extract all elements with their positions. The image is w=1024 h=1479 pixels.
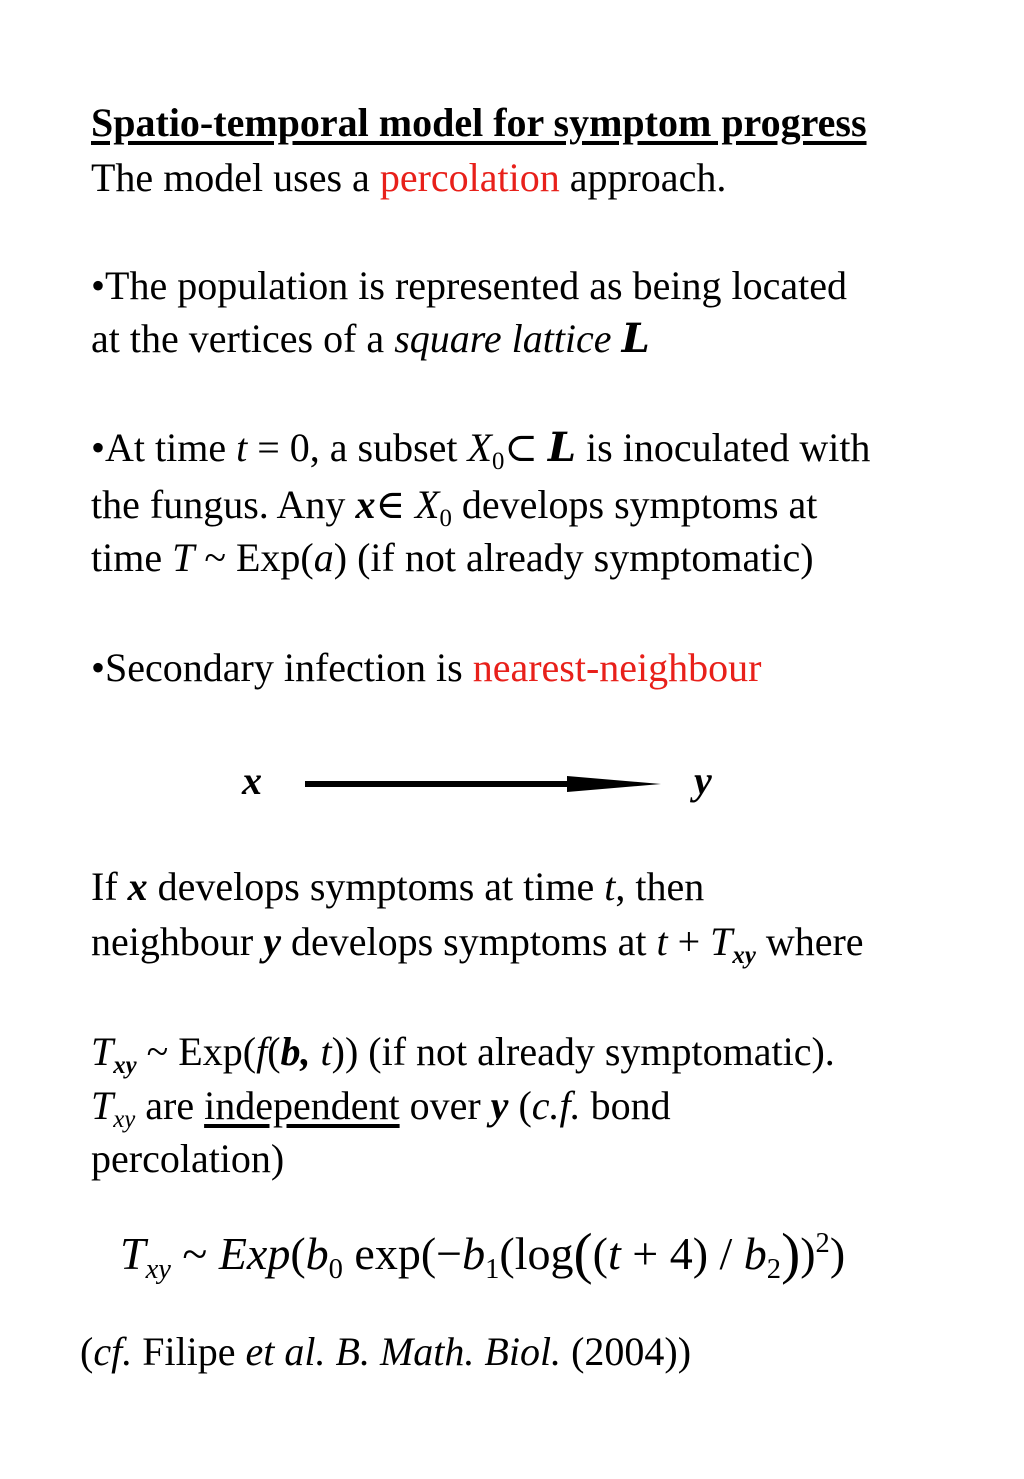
para1-text-a: If	[91, 864, 128, 909]
formula-close-paren: )	[800, 1228, 816, 1279]
bullet2-l2-text-a: the fungus. Any	[91, 482, 356, 527]
para1-l2-text-d: where	[755, 919, 864, 964]
formula-t: t	[607, 1228, 621, 1279]
var-T: T	[172, 535, 195, 580]
formula-b2: b	[743, 1228, 767, 1279]
bullet1-square-lattice: square lattice	[394, 316, 612, 361]
bullet2-text-b: = 0, a subset	[247, 425, 468, 470]
formula-sub-1: 1	[485, 1254, 500, 1286]
var-b-bold: b	[280, 1029, 301, 1074]
cf-italic: c.f.	[531, 1083, 581, 1128]
formula-T: T	[120, 1228, 146, 1279]
arrow-right-icon	[305, 770, 665, 798]
para1-line2	[91, 918, 864, 969]
bullet2-line1	[91, 424, 871, 475]
para2-l2-text-a: are	[135, 1083, 205, 1128]
citation-year: (2004))	[561, 1329, 692, 1374]
independent-word: independent	[204, 1083, 400, 1128]
var-f: f	[256, 1029, 268, 1074]
sub-xy-3: xy	[113, 1105, 136, 1133]
formula-sub-2: 2	[766, 1254, 782, 1286]
formula-big-paren-open: (	[573, 1222, 593, 1286]
element-of-symbol: ∈	[375, 482, 416, 527]
bullet2-l3-text-c: ) (if not already symptomatic)	[333, 535, 814, 580]
var-a: a	[313, 535, 334, 580]
citation	[80, 1328, 691, 1376]
intro-line	[91, 154, 726, 202]
formula-sub-0: 0	[328, 1254, 343, 1286]
para1-text-c: , then	[615, 864, 705, 909]
formula-tilde: ~	[170, 1228, 219, 1279]
var-X: X	[467, 425, 492, 470]
formula-plus4: + 4) /	[620, 1228, 744, 1279]
citation-journal: et al. B. Math. Biol.	[245, 1329, 562, 1374]
bullet2-l2-text-b: develops symptoms at	[451, 482, 818, 527]
var-x-bold-2: x	[127, 864, 148, 909]
para2-line2	[91, 1082, 671, 1133]
bullet3-line	[91, 644, 761, 692]
arrow-to-label: y	[694, 758, 712, 803]
bullet1-line2-text: at the vertices of a	[91, 316, 395, 361]
para2-l2-text-d: bond	[580, 1083, 671, 1128]
para2-line1	[91, 1028, 835, 1079]
intro-highlight: percolation	[379, 155, 560, 200]
var-t: t	[236, 425, 248, 470]
var-x-bold: x	[355, 482, 376, 527]
para1-l2-text-b: develops symptoms at	[280, 919, 657, 964]
var-T-2: T	[710, 919, 733, 964]
var-t-2: t	[604, 864, 616, 909]
slide-title: Spatio-temporal model for symptom progress	[91, 100, 867, 145]
formula	[120, 1222, 846, 1286]
lattice-symbol: L	[621, 315, 650, 362]
formula-b1: b	[462, 1228, 486, 1279]
arrow-from-label: x	[242, 758, 262, 803]
formula-square: 2	[815, 1227, 830, 1259]
citation-name: Filipe	[132, 1329, 246, 1374]
bullet2-l3-text-b: ~ Exp(	[194, 535, 314, 580]
var-y-bold: y	[263, 919, 281, 964]
sub-0: 0	[491, 447, 505, 475]
var-t-3: t	[656, 919, 668, 964]
var-T-3: T	[91, 1029, 114, 1074]
bullet2-l3-text-a: time	[91, 535, 173, 580]
para1-l2-text-a: neighbour	[91, 919, 264, 964]
bullet2-line3	[91, 534, 814, 582]
formula-exp: exp(−	[342, 1228, 463, 1279]
bullet3-highlight: nearest-neighbour	[472, 645, 762, 690]
bullet3-text: •Secondary infection is	[91, 645, 473, 690]
lattice-symbol-2: L	[547, 424, 577, 471]
para1-line1	[91, 863, 704, 911]
formula-inner-paren: (	[592, 1228, 608, 1279]
citation-open: (	[80, 1329, 94, 1374]
bullet2-text-a: •At time	[91, 425, 237, 470]
sub-0-2: 0	[439, 504, 452, 532]
para2-line3: percolation)	[91, 1136, 285, 1181]
var-X-2: X	[415, 482, 440, 527]
subset-symbol: ⊂	[504, 425, 538, 470]
formula-sub-xy: xy	[145, 1254, 171, 1286]
plus-symbol: +	[667, 919, 711, 964]
var-T-4: T	[91, 1083, 114, 1128]
formula-Exp: Exp	[218, 1228, 291, 1279]
citation-cf: cf.	[93, 1329, 133, 1374]
bullet1-line1: •The population is represented as being located	[91, 263, 847, 308]
bullet2-line2	[91, 481, 818, 532]
formula-b0: b	[305, 1228, 329, 1279]
para2-paren: (	[267, 1029, 281, 1074]
sub-xy-2: xy	[113, 1051, 137, 1079]
intro-text-after: approach.	[559, 155, 727, 200]
var-y-bold-2: y	[490, 1083, 509, 1128]
bullet1-line2	[91, 315, 650, 363]
formula-open-paren: (	[290, 1228, 306, 1279]
formula-big-paren-close: )	[781, 1222, 801, 1286]
para2-l2-text-b: over	[399, 1083, 491, 1128]
para1-text-b: develops symptoms at time	[147, 864, 605, 909]
formula-log: (log	[499, 1228, 574, 1279]
para2-l2-paren: (	[508, 1083, 532, 1128]
para2-text-a: ~ Exp(	[136, 1029, 257, 1074]
para2-text-c: )) (if not already symptomatic).	[331, 1029, 835, 1074]
formula-end-paren: )	[829, 1228, 846, 1279]
bullet2-text-c: is inoculated with	[576, 425, 871, 470]
sub-xy: xy	[732, 941, 756, 969]
intro-text-before: The model uses a	[91, 155, 380, 200]
comma: ,	[300, 1029, 311, 1074]
var-t-4: t	[310, 1029, 332, 1074]
